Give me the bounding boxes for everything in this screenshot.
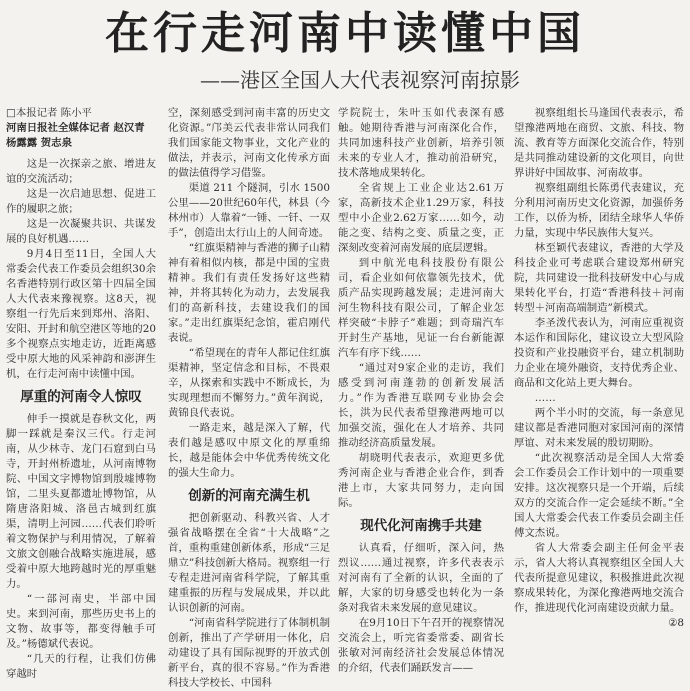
paragraph: 李圣泼代表认为，河南应重视资本运作和国际化，建议设立大型风险投资和产业投融资平台，建立机制助力企业在境外融资，支持优秀企业、商品和文化站上更大舞台。: [514, 317, 684, 389]
paragraph: 渠道 211 个隧洞，引水 1500 公里——20世纪60年代，林县（今林州市）人靠着“一锤、一钎、一双手”，创造出太行山上的人间奇迹。: [168, 182, 330, 239]
paragraph: 视察组副组长陈勇代表建议，充分利用河南历史文化资源，加强侨务工作，以侨为桥，团结全球华人华侨力量，实现中华民族伟大复兴。: [514, 182, 684, 239]
paragraph: 学院院士，朱叶玉如代表深有感触。她期待香港与河南深化合作，共同加速科技产业创新，培养引领未来的专业人才，推动前沿研究，技术落地成果转化。: [338, 107, 504, 179]
paragraph: “一部河南史，半部中国史。来到河南，那些历史书上的文物、故事等，都变得触手可及。”杨德斌代表说。: [6, 593, 156, 650]
paragraph: 伸手一摸就是春秋文化，两脚一踩就是秦汉三代。行走河南，从少林寺、龙门石窟到白马寺，开封州桥遗址，从河南博物院、中国文字博物馆到殷墟博物馆，二里头夏都遗址博物馆，从隋唐洛阳城、洛邑古城到红旗渠，清明上河园……代表们聆听着文物保护与利用情况，了解着文旅文创融合战略实施进展，感受着中原大地跨越时光的厚重魅力。: [6, 413, 156, 590]
paragraph: ……: [534, 392, 556, 404]
headline: 在行走河南中读懂中国: [105, 8, 585, 59]
article-column-2: [168, 106, 330, 689]
end-mark: ②8: [668, 617, 684, 629]
paragraph: 胡晓明代表表示，欢迎更多优秀河南企业与香港企业合作，到香港上市，大家共同努力，走向国际。: [338, 452, 504, 509]
article-column-3: [338, 106, 504, 674]
paragraph: 这是一次启迪思想、促进工作的履职之旅；: [6, 188, 156, 215]
paragraph: 两个半小时的交流，每一条意见建议都是香港同胞对家国河南的深情厚谊、对未来发展的殷切期盼。: [514, 407, 684, 449]
section-heading-1: 厚重的河南令人惊叹: [20, 389, 142, 405]
subheadline: ——港区全国人大代表视察河南掠影: [200, 68, 520, 92]
paragraph: 林至颖代表建议，香港的大学及科技企业可考虑联合建设郑州研究院，共同建设一批科技研发中心与成果转化平台，打造“香港科技＋河南转型＋河南高端制造”新模式。: [514, 242, 684, 314]
byline-line-3: 杨露露 贺志泉: [6, 137, 72, 149]
byline-line-2: 河南日报社全媒体记者 赵汉青: [6, 122, 145, 134]
paragraph: “红旗渠精神与香港的狮子山精神有着相似内核，都是中国的宝贵精神。我们有责任发扬好这些精神，并将其转化为动力，去发展我们的高新科技，去建设我们的国家。”走出红旗渠纪念馆，霍启刚代表说。: [168, 242, 330, 344]
section-heading-2: 创新的河南充满生机: [188, 488, 310, 504]
paragraph: 省人大常委会副主任何金平表示，省人大将认真视察组区全国人大代表所提意见建议，积极推进此次视察成果转化，为深化豫港两地交流合作，推进现代化河南建设贡献力量。: [514, 542, 684, 614]
article-column-1: [6, 106, 156, 680]
paragraph: “几天的行程，让我们仿佛穿越时: [6, 653, 156, 680]
paragraph: 这是一次凝聚共识、共谋发展的良好机遇……: [6, 218, 156, 245]
paragraph: 全省规上工业企业达2.61万家，高新技术企业1.29万家，科技型中小企业2.62万家……如今，动能之变、结构之变、质量之变，正深刻改变着河南发展的底层逻辑。: [338, 182, 504, 254]
section-heading-3: 现代化河南携手共建: [360, 518, 482, 534]
paragraph: 这是一次探亲之旅、增进友谊的交流活动；: [6, 158, 156, 185]
byline: [6, 106, 156, 151]
paragraph: 到中航光电科技股份有限公司，看企业如何依靠领先技术，优质产品实现跨越发展；走进河南大河生物科技有限公司，了解企业怎样突破“卡脖子”难题；到奇瑞汽车开封生产基地，见证一台台新能源汽车有序下线……: [338, 257, 504, 359]
paragraph: 视察组组长马逢国代表表示，希望豫港两地在商贸、文旅、科技、物流、教育等方面深化交流合作，特别是共同推动建设新的文化项目，向世界讲好中国故事、河南故事。: [514, 107, 684, 179]
paragraph: 9月4日至11日，全国人大常委会代表工作委员会组织30余名香港特别行政区第十四届全国人大代表来豫视察。这8天，视察组一行先后来到郑州、洛阳、安阳、开封和航空港区等地的20多个视察点实地走访，近距离感受中原大地的风采神韵和澎湃生机，在行走河南中读懂中国。: [6, 248, 156, 380]
paragraph: 在9月10日下午召开的视察情况交流会上，听完省委常委、副省长张敏对河南经济社会发展总体情况的介绍，代表们踊跃发言——: [338, 617, 504, 674]
byline-line-1: □本报记者 陈小平: [6, 107, 92, 119]
paragraph: “通过对9家企业的走访，我们感受到河南蓬勃的创新发展活力。”作为香港互联网专业协会会长，洪为民代表希望豫港两地可以加强交流，强化在人才培养、共同推动经济高质量发展。: [338, 362, 504, 449]
paragraph: 一路走来，越是深入了解，代表们越是感叹中原文化的厚重绵长，越是能体会中华优秀传统文化的强大生命力。: [168, 422, 330, 479]
paragraph: “此次视察活动是全国人大常委会工作委员会工作计划中的一项重要安排。这次视察只是一个开端，后续双方的交流合作一定会延续不断。”全国人大常委会代表工作委员会副主任傅文杰说。: [514, 452, 684, 539]
paragraph: “河南省科学院进行了体制机制创新，推出了产学研用一体化，启动建设了具有国际视野的开放式创新平台，真的很不容易。”作为香港科技大学校长、中国科: [168, 617, 330, 689]
paragraph: 认真看，仔细听，深入问，热烈议……通过视察，许多代表表示对河南有了全新的认识，全面的了解，大家的切身感受也转化为一条条对我省未来发展的意见建议。: [338, 542, 504, 614]
paragraph: 把创新驱动、科教兴省、人才强省战略摆在全省“十大战略”之首，重构重建创新体系，形成“三足鼎立”科技创新大格局。视察组一行专程走进河南省科学院，了解其重建重振的历程与发展成果，并以此认识创新的河南。: [168, 512, 330, 614]
article-column-4: [514, 106, 684, 629]
paragraph: “希望现在的青年人都记住红旗渠精神，坚定信念和目标，不畏艰辛，从探索和实践中不断成长，为实现理想而不懈努力。”黄年润说，黄锦良代表说。: [168, 347, 330, 419]
paragraph: 空，深刻感受到河南丰富的历史文化资源。”邝美云代表非常认同我们我们国家能文物事业，文化产业的做法，并表示，河南文化传承方面的做法值得学习借鉴。: [168, 107, 330, 179]
